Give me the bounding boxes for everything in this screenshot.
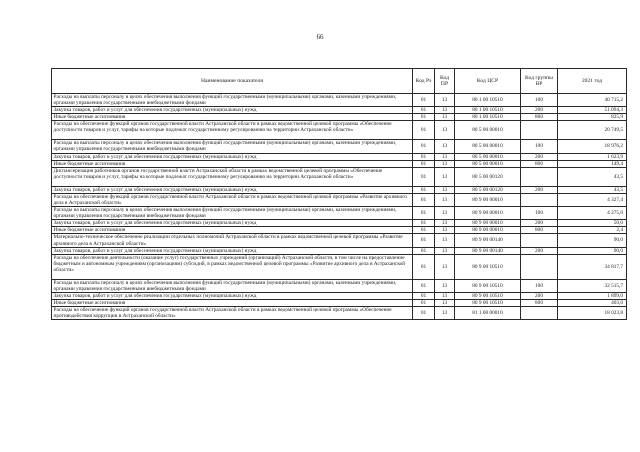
row-pr-cell: 13 — [435, 160, 455, 167]
row-sum-cell: 149,4 — [558, 160, 627, 167]
row-name-cell: Расходы на выплаты персоналу в целях обеспечения выполнения функций государственными (муниципальными) органами, казенными учреждениями, органами управления государственными внебюджетными фондами — [52, 279, 413, 292]
table-row — [52, 279, 627, 292]
row-pr-cell: 13 — [435, 114, 455, 121]
row-sum-cell: 51 094,3 — [558, 107, 627, 114]
row-name-cell: Закупка товаров, работ и услуг для обеспечения государственных (муниципальных) нужд — [52, 220, 413, 227]
row-name-cell: Расходы на обеспечение функций органов государственной власти Астраханской области в рамках ведомственной целевой программы «Развитие архивного дела в Астраханской области» — [52, 193, 413, 206]
row-sum-cell: 18 023,8 — [558, 307, 627, 320]
row-name-cell: Расходы на выплаты персоналу в целях обеспечения выполнения функций государственными (муниципальными) органами, казенными учреждениями, органами управления государственными внебюджетными фондами — [52, 207, 413, 220]
row-vr-cell: 200 — [521, 107, 558, 114]
row-rz-cell: 01 — [413, 227, 435, 234]
row-csr-cell: 80 5 00 00010 — [455, 121, 521, 140]
row-rz-cell: 01 — [413, 94, 435, 107]
header-vr: Код группы ВР — [521, 69, 558, 94]
row-vr-cell: 800 — [521, 299, 558, 306]
row-rz-cell: 01 — [413, 193, 435, 206]
table-row — [52, 94, 627, 107]
row-pr-cell: 13 — [435, 234, 455, 247]
table-row — [52, 140, 627, 153]
row-vr-cell: 800 — [521, 160, 558, 167]
table-row — [52, 227, 627, 234]
table-header-row — [52, 69, 627, 94]
row-name-cell: Закупка товаров, работ и услуг для обеспечения государственных (муниципальных) нужд — [52, 186, 413, 193]
row-csr-cell: 80 9 00 00010 — [455, 227, 521, 234]
row-rz-cell: 01 — [413, 279, 435, 292]
table-row — [52, 254, 627, 279]
table-row — [52, 160, 627, 167]
row-rz-cell: 01 — [413, 167, 435, 186]
row-sum-cell: 43,5 — [558, 186, 627, 193]
row-name-cell: Закупка товаров, работ и услуг для обеспечения государственных (муниципальных) нужд — [52, 153, 413, 160]
row-vr-cell: 200 — [521, 247, 558, 254]
row-name-cell: Диспансеризация работников органов государственной власти Астраханской области в рамках ведомственной целевой программы «Обеспечение доступности товаров и услуг, тарифы на которые подлежат государственному регулированию на территории Астраханской области» — [52, 167, 413, 186]
row-sum-cell: 90,0 — [558, 247, 627, 254]
table-row — [52, 121, 627, 140]
row-pr-cell: 13 — [435, 220, 455, 227]
row-csr-cell: 80 5 00 00120 — [455, 167, 521, 186]
row-pr-cell: 13 — [435, 186, 455, 193]
row-csr-cell: 80 9 00 10510 — [455, 254, 521, 279]
row-name-cell: Расходы на обеспечение деятельности (оказание услуг) государственных учреждений (организаций) Астраханской области, в том числе на предоставление бюджетным и автономным учреждениям (организациям) субсидий, в рамках ведомственной целевой программы «Развитие архивного дела в Астраханской области» — [52, 254, 413, 279]
row-rz-cell: 01 — [413, 254, 435, 279]
table-row — [52, 207, 627, 220]
header-rz: Код Рз — [413, 69, 435, 94]
row-vr-cell: 800 — [521, 227, 558, 234]
row-pr-cell: 13 — [435, 94, 455, 107]
row-name-cell: Материально-техническое обеспечение реализации отдельных полномочий Астраханской области в рамках ведомственной целевой программы «Развитие архивного дела в Астраханской области» — [52, 234, 413, 247]
row-vr-cell — [521, 121, 558, 140]
row-pr-cell: 13 — [435, 292, 455, 299]
table-row — [52, 292, 627, 299]
row-sum-cell: 34 817,7 — [558, 254, 627, 279]
row-sum-cell: 2,4 — [558, 227, 627, 234]
row-csr-cell: 81 1 00 00010 — [455, 307, 521, 320]
header-year: 2021 год — [558, 69, 627, 94]
row-rz-cell: 01 — [413, 160, 435, 167]
row-pr-cell: 13 — [435, 193, 455, 206]
table-body — [52, 94, 627, 320]
row-name-cell: Иные бюджетные ассигнования — [52, 299, 413, 306]
row-sum-cell: 1 623,9 — [558, 153, 627, 160]
table-row — [52, 299, 627, 306]
table-row — [52, 247, 627, 254]
row-vr-cell: 100 — [521, 207, 558, 220]
header-pr: Код ПР — [435, 69, 455, 94]
row-csr-cell: 80 1 00 10510 — [455, 114, 521, 121]
row-name-cell: Закупка товаров, работ и услуг для обеспечения государственных (муниципальных) нужд — [52, 292, 413, 299]
row-rz-cell: 01 — [413, 207, 435, 220]
row-vr-cell — [521, 167, 558, 186]
row-rz-cell: 01 — [413, 307, 435, 320]
row-sum-cell: 32 515,7 — [558, 279, 627, 292]
row-csr-cell: 80 9 00 00010 — [455, 220, 521, 227]
row-name-cell: Расходы на выплаты персоналу в целях обеспечения выполнения функций государственными (муниципальными) органами, казенными учреждениями, органами управления государственными внебюджетными фондами — [52, 94, 413, 107]
row-rz-cell: 01 — [413, 186, 435, 193]
row-pr-cell: 13 — [435, 299, 455, 306]
row-csr-cell: 80 9 00 00010 — [455, 193, 521, 206]
row-pr-cell: 13 — [435, 121, 455, 140]
row-vr-cell: 100 — [521, 94, 558, 107]
table-row — [52, 167, 627, 186]
row-name-cell: Расходы на выплаты персоналу в целях обеспечения выполнения функций государственными (муниципальными) органами, казенными учреждениями, органами управления государственными внебюджетными фондами — [52, 140, 413, 153]
row-rz-cell: 01 — [413, 153, 435, 160]
row-pr-cell: 13 — [435, 247, 455, 254]
row-csr-cell: 80 9 00 00140 — [455, 234, 521, 247]
row-csr-cell: 80 1 00 10510 — [455, 107, 521, 114]
row-vr-cell: 800 — [521, 114, 558, 121]
row-pr-cell: 13 — [435, 227, 455, 234]
page-number: 66 — [316, 33, 324, 41]
row-sum-cell: 18 976,2 — [558, 140, 627, 153]
table-row — [52, 107, 627, 114]
header-csr: Код ЦСР — [455, 69, 521, 94]
row-pr-cell: 13 — [435, 107, 455, 114]
row-vr-cell: 100 — [521, 279, 558, 292]
table-row — [52, 234, 627, 247]
row-sum-cell: 403,0 — [558, 299, 627, 306]
row-csr-cell: 80 9 00 00010 — [455, 207, 521, 220]
row-name-cell: Закупка товаров, работ и услуг для обеспечения государственных (муниципальных) нужд — [52, 247, 413, 254]
row-vr-cell — [521, 193, 558, 206]
row-csr-cell: 80 9 00 10510 — [455, 299, 521, 306]
table-row — [52, 307, 627, 320]
row-vr-cell: 200 — [521, 153, 558, 160]
row-name-cell: Закупка товаров, работ и услуг для обеспечения государственных (муниципальных) нужд — [52, 107, 413, 114]
row-rz-cell: 01 — [413, 292, 435, 299]
row-vr-cell: 200 — [521, 220, 558, 227]
row-vr-cell: 200 — [521, 292, 558, 299]
row-rz-cell: 01 — [413, 121, 435, 140]
row-pr-cell: 13 — [435, 254, 455, 279]
row-name-cell: Расходы на обеспечение функций органов государственной власти Астраханской области в рамках ведомственной целевой программы «Обеспечение противодействия коррупции в Астраханской области» — [52, 307, 413, 320]
row-name-cell: Иные бюджетные ассигнования — [52, 114, 413, 121]
budget-table — [51, 68, 627, 320]
table-row — [52, 193, 627, 206]
row-csr-cell: 80 1 00 10510 — [455, 94, 521, 107]
row-csr-cell: 80 9 00 10510 — [455, 292, 521, 299]
row-vr-cell — [521, 234, 558, 247]
row-sum-cell: 825,9 — [558, 114, 627, 121]
row-pr-cell: 13 — [435, 207, 455, 220]
row-rz-cell: 01 — [413, 107, 435, 114]
table-row — [52, 153, 627, 160]
row-sum-cell: 4 327,4 — [558, 193, 627, 206]
row-rz-cell: 01 — [413, 299, 435, 306]
row-sum-cell: 1 899,0 — [558, 292, 627, 299]
table-row — [52, 220, 627, 227]
row-csr-cell: 80 9 00 00140 — [455, 247, 521, 254]
row-pr-cell: 13 — [435, 140, 455, 153]
row-name-cell: Расходы на обеспечение функций органов государственной власти Астраханской области в рамках ведомственной целевой программы «Обеспечение доступности товаров и услуг, тарифы на которые подлежат государственному регулированию на территории Астраханской области» — [52, 121, 413, 140]
row-sum-cell: 4 275,0 — [558, 207, 627, 220]
row-pr-cell: 13 — [435, 167, 455, 186]
table-row — [52, 186, 627, 193]
row-rz-cell: 01 — [413, 247, 435, 254]
row-pr-cell: 13 — [435, 279, 455, 292]
table-row — [52, 114, 627, 121]
row-sum-cell: 20 749,5 — [558, 121, 627, 140]
row-sum-cell: 90,0 — [558, 234, 627, 247]
row-sum-cell: 50,0 — [558, 220, 627, 227]
row-rz-cell: 01 — [413, 220, 435, 227]
row-pr-cell: 13 — [435, 307, 455, 320]
header-name: Наименование показателя — [52, 69, 413, 94]
row-sum-cell: 43,5 — [558, 167, 627, 186]
row-vr-cell — [521, 254, 558, 279]
row-name-cell: Иные бюджетные ассигнования — [52, 227, 413, 234]
row-vr-cell: 200 — [521, 186, 558, 193]
row-sum-cell: 40 715,2 — [558, 94, 627, 107]
row-name-cell: Иные бюджетные ассигнования — [52, 160, 413, 167]
row-pr-cell: 13 — [435, 153, 455, 160]
row-csr-cell: 80 5 00 00010 — [455, 140, 521, 153]
row-csr-cell: 80 5 00 00010 — [455, 160, 521, 167]
row-vr-cell — [521, 307, 558, 320]
row-vr-cell: 100 — [521, 140, 558, 153]
row-rz-cell: 01 — [413, 114, 435, 121]
row-rz-cell: 01 — [413, 234, 435, 247]
row-rz-cell: 01 — [413, 140, 435, 153]
row-csr-cell: 80 5 00 00010 — [455, 153, 521, 160]
row-csr-cell: 80 5 00 00120 — [455, 186, 521, 193]
row-csr-cell: 80 9 00 10510 — [455, 279, 521, 292]
